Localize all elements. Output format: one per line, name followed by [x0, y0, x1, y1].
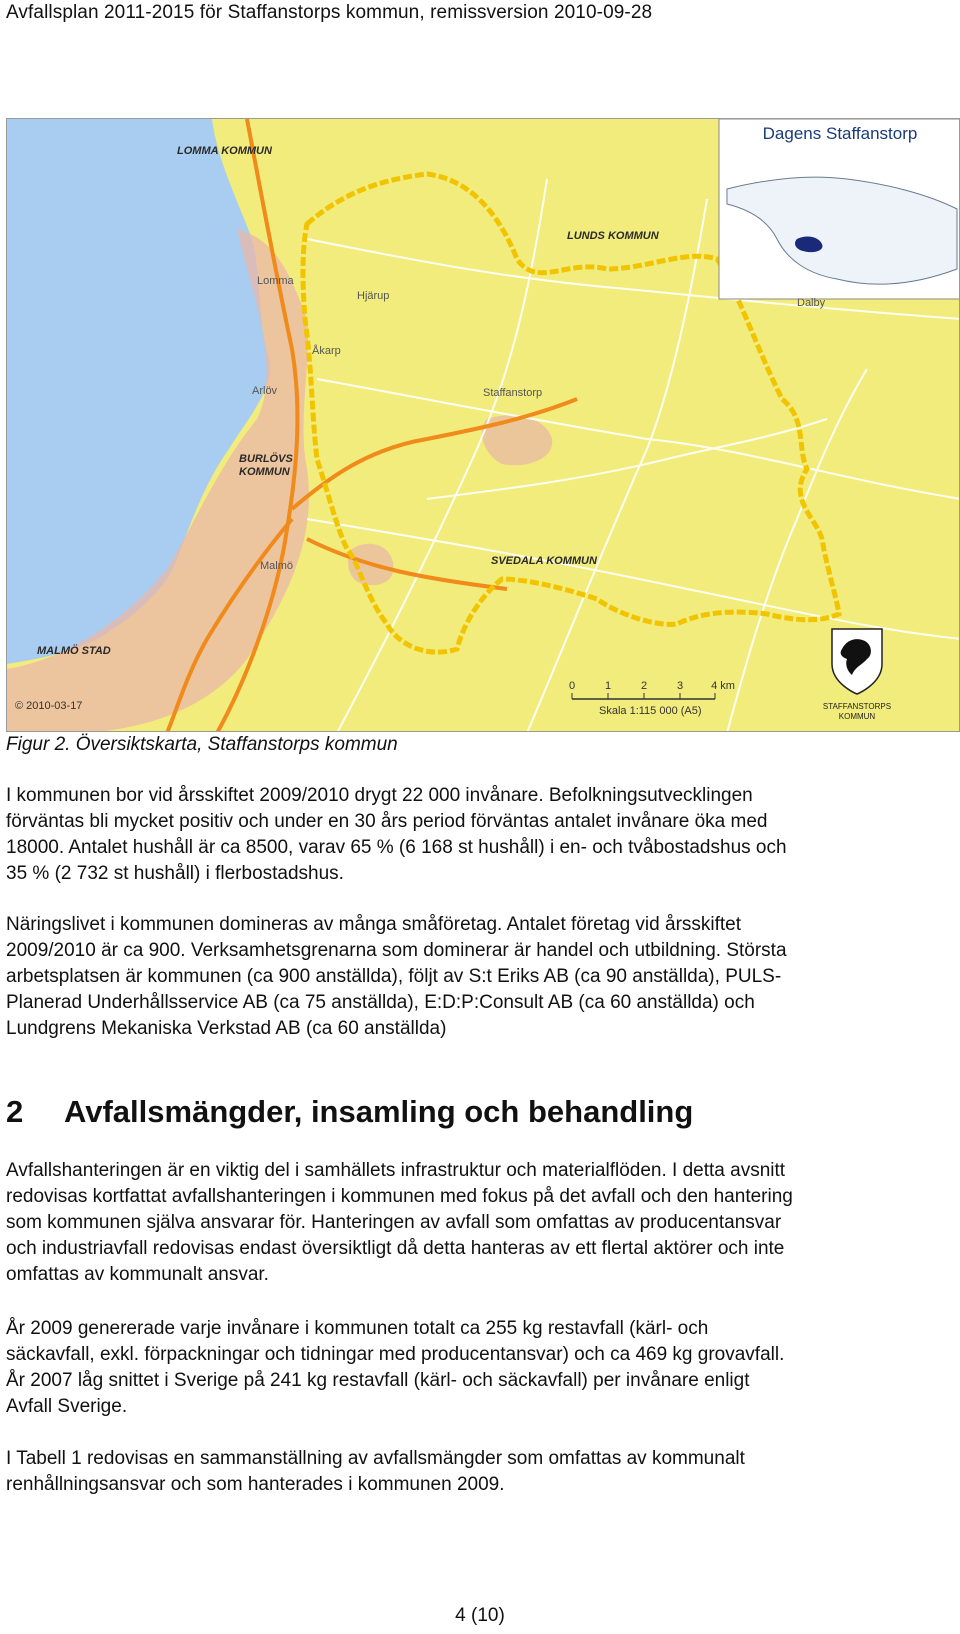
label-malmo-stad: MALMÖ STAD [37, 645, 111, 657]
label-burlovs: BURLÖVS [239, 453, 293, 465]
page-number: 4 (10) [455, 1605, 505, 1626]
figure-caption: Figur 2. Översiktskarta, Staffanstorps kommun [6, 734, 398, 755]
svg-text:1: 1 [604, 680, 612, 692]
running-header: Avfallsplan 2011-2015 för Staffanstorps kommun, remissversion 2010-09-28 [6, 2, 653, 23]
paragraph-waste-management: Avfallshanteringen är en viktig del i samhällets infrastruktur och materialflöden. I detta avsnitt redovisas kortfattat avfallshanteringen i kommunen med fokus på det avfall och den hantering som kommunen själva ansvarar för. Hanteringen av avfall som omfattas av producentansvar och industriavfall redovisas endast översiktligt då detta hanteras av ett flertal aktörer och inte omfattas av kommunalt ansvar. [6, 1160, 793, 1285]
svg-text:0: 0 [568, 680, 576, 692]
paragraph-business: Näringslivet i kommunen domineras av många småföretag. Antalet företag vid årsskiftet 2009/2010 är ca 900. Verksamhetsgrenarna som dominerar är handel och utbildning. Största arbetsplatsen är kommunen (ca 900 anställda), följt av S:t Eriks AB (ca 90 anställda), PULS- Planerad Underhållsservice AB (ca 75 anställda), E:D:P:Consult AB (ca 60 anställda) och Lundgrens Mekaniska Verkstad AB (ca 60 anställda) [6, 914, 787, 1039]
section-heading [6, 1094, 693, 1130]
scale-text: Skala 1:115 000 (A5) [599, 705, 702, 717]
place-akarp: Åkarp [312, 345, 341, 357]
label-lomma-kommun: LOMMA KOMMUN [177, 145, 272, 157]
paragraph-table-reference: I Tabell 1 redovisas en sammanställning av avfallsmängder som omfattas av kommunalt renhållningsansvar och som hanterades i kommunen 2009. [6, 1448, 745, 1495]
place-malmo: Malmö [260, 560, 294, 572]
svg-text:KOMMUN: KOMMUN [838, 712, 876, 721]
svg-text:2: 2 [640, 680, 648, 692]
map-date-stamp: © 2010-03-17 [15, 700, 83, 712]
svg-text:3: 3 [676, 680, 684, 692]
section-number: 2 [6, 1094, 24, 1129]
section-title: Avfallsmängder, insamling och behandling [64, 1094, 694, 1129]
label-svedala-kommun: SVEDALA KOMMUN [491, 555, 597, 567]
paragraph-waste-per-capita: År 2009 genererade varje invånare i kommunen totalt ca 255 kg restavfall (kärl- och säckavfall, exkl. förpackningar och tidningar med producentansvar) och ca 469 kg grovavfall. År 2007 låg snittet i Sverige på 241 kg restavfall (kärl- och säckavfall) per invånare enligt Avfall Sverige. [6, 1318, 785, 1417]
label-lunds-kommun: LUNDS KOMMUN [567, 230, 659, 242]
place-dalby: Dalby [797, 297, 826, 309]
label-burlovs-kommun: KOMMUN [239, 466, 290, 478]
svg-text:STAFFANSTORPS: STAFFANSTORPS [822, 702, 892, 711]
place-arlov: Arlöv [252, 385, 278, 397]
inset-map [719, 119, 960, 299]
inset-title: Dagens Staffanstorp [762, 124, 918, 143]
overview-map [6, 118, 960, 732]
place-staffanstorp: Staffanstorp [483, 387, 543, 399]
svg-text:4 km: 4 km [711, 680, 735, 692]
paragraph-population: I kommunen bor vid årsskiftet 2009/2010 drygt 22 000 invånare. Befolkningsutvecklingen förväntas bli mycket positiv och under en 30 års period förväntas antalet invånare öka med 18000. Antalet hushåll är ca 8500, varav 65 % (6 168 st hushåll) i en- och tvåbostadshus och 35 % (2 732 st hushåll) i flerbostadshus. [6, 785, 787, 884]
place-hjarup: Hjärup [357, 290, 390, 302]
place-lomma: Lomma [257, 275, 294, 287]
